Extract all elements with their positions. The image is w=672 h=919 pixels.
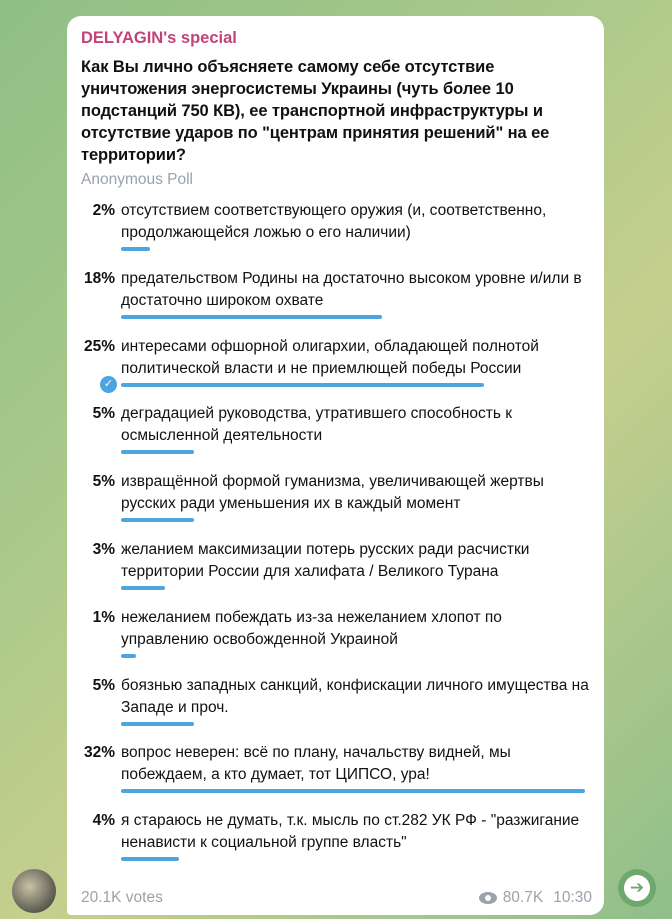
option-result-bar (121, 518, 194, 522)
option-text: извращённой формой гуманизма, увеличивающей жертвы русских ради уменьшения их в каждый момент (121, 473, 544, 513)
poll-option[interactable] (81, 264, 590, 332)
poll-options (81, 196, 590, 874)
option-result-bar (121, 315, 382, 319)
option-percent: 5% (92, 473, 115, 491)
poll-option[interactable] (81, 332, 590, 400)
checkmark-icon: ✓ (100, 376, 117, 393)
option-text: деградацией руководства, утратившего способность к осмысленной деятельности (121, 405, 513, 445)
option-percent: 5% (92, 676, 115, 694)
vote-count[interactable]: 20.1K votes (81, 889, 163, 906)
view-count: 80.7K (502, 889, 544, 906)
poll-option[interactable] (81, 671, 590, 739)
poll-question: Как Вы лично объясняете самому себе отсутствие уничтожения энергосистемы Украины (чуть более 10 подстанций 750 КВ), ее транспортной инфраструктуры и отсутствие ударов по "центрам принятия решений" на ее территории? (81, 58, 550, 164)
option-text: я стараюсь не думать, т.к. мысль по ст.282 УК РФ - "разжигание ненависти к социальной группе власть" (121, 812, 580, 852)
option-percent: 32% (83, 744, 115, 762)
option-result-bar (121, 383, 484, 387)
option-text: желанием максимизации потерь русских ради расчистки территории России для халифата / Великого Турана (121, 540, 530, 580)
poll-option[interactable] (81, 806, 590, 874)
option-percent: 2% (92, 202, 115, 219)
option-result-bar (121, 450, 194, 454)
option-percent: 1% (92, 608, 115, 626)
option-result-bar (121, 857, 179, 861)
option-result-bar (121, 247, 150, 251)
option-result-bar (121, 586, 165, 590)
option-result-bar (121, 654, 136, 658)
poll-option[interactable] (81, 738, 590, 806)
option-text: вопрос неверен: всё по плану, начальству видней, мы побеждаем, а кто думает, тот ЦИПСО, ура! (121, 744, 511, 784)
option-text: интересами офшорной олигархии, обладающей полнотой политической власти и не приемлющей победы России (121, 337, 539, 377)
message-time: 10:30 (553, 889, 592, 906)
option-result-bar (121, 789, 585, 793)
option-percent: 3% (92, 540, 115, 558)
option-text: нежеланием побеждать из-за нежеланием хлопот по управлению освобожденной Украиной (121, 608, 502, 648)
option-percent: 4% (92, 812, 115, 830)
poll-type: Anonymous Poll (81, 171, 194, 188)
poll-option[interactable] (81, 467, 590, 535)
channel-name[interactable]: DELYAGIN's special (81, 29, 237, 47)
option-text: боязнью западных санкций, конфискации личного имущества на Западе и проч. (121, 676, 589, 716)
channel-avatar[interactable] (12, 869, 56, 913)
option-percent: 25% (83, 337, 115, 355)
forward-arrow-icon: ➔ (624, 875, 650, 901)
poll-message (67, 16, 604, 915)
option-result-bar (121, 722, 194, 726)
poll-option[interactable] (81, 603, 590, 671)
poll-option[interactable] (81, 196, 590, 264)
message-footer (81, 889, 592, 907)
option-percent: 18% (83, 269, 115, 287)
share-button[interactable] (618, 869, 656, 907)
option-percent: 5% (92, 405, 115, 423)
option-text: предательством Родины на достаточно высоком уровне и/или в достаточно широком охвате (121, 269, 582, 309)
poll-option[interactable] (81, 535, 590, 603)
eye-icon (479, 892, 497, 904)
poll-option[interactable] (81, 399, 590, 467)
option-text: отсутствием соответствующего оружия (и, соответственно, продолжающейся ложью о его наличии) (121, 202, 547, 241)
